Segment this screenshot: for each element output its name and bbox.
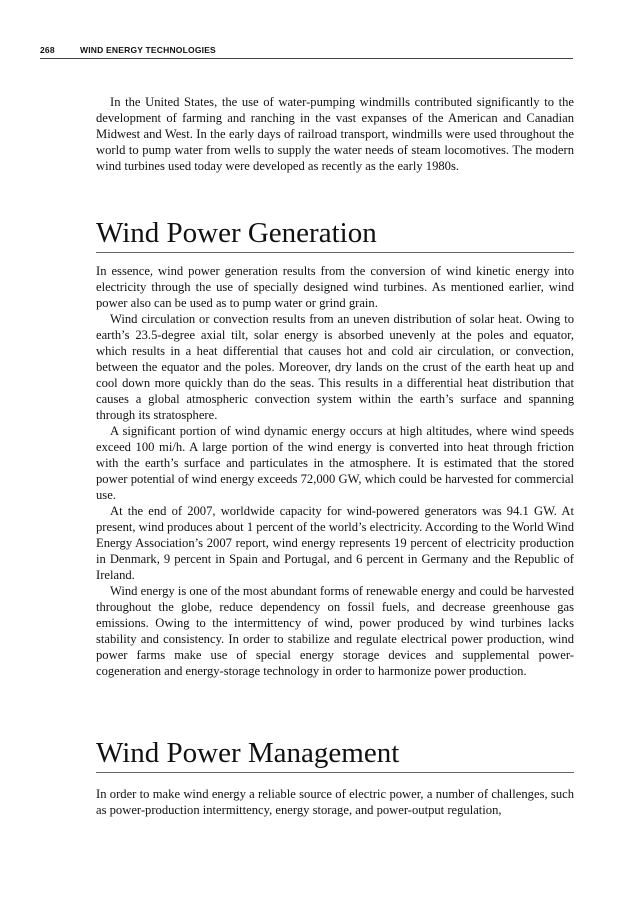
intro-paragraph: In the United States, the use of water-pumping windmills contributed significantly to the development of farming and ranching in the vast expanses of the American and Canadian Midwest and West. In the early days of railroad transport, windmills were used throughout the world to pump water from wells to supply the water needs of steam locomotives. The modern wind turbines used today were developed as recently as the early 1980s. bbox=[96, 95, 574, 173]
generation-paragraph-2: Wind circulation or convection results from an uneven distribution of solar heat. Owing to earth’s 23.5-degree axial tilt, solar energy is absorbed unevenly at the poles and equator, which results in a heat differential that causes hot and cold air circulation, or convection, between the equator and the poles. Moreover, dry lands on the crust of the earth heat up and cool down more quickly than do the seas. This results in a differential heat distribution that causes a global atmospheric convection system within the earth’s surface and spanning through its stratosphere. bbox=[96, 312, 574, 422]
section-heading-wind-power-generation: Wind Power Generation bbox=[96, 216, 574, 253]
running-head bbox=[40, 44, 573, 59]
generation-paragraph-4: At the end of 2007, worldwide capacity for wind-powered generators was 94.1 GW. At present, wind produces about 1 percent of the world’s electricity. According to the World Wind Energy Association’s 2007 report, wind energy represents 19 percent of electricity production in Denmark, 9 percent in Spain and Portugal, and 6 percent in Germany and the Republic of Ireland. bbox=[96, 504, 574, 582]
intro-block bbox=[96, 94, 574, 174]
generation-paragraph-5: Wind energy is one of the most abundant forms of renewable energy and could be harvested throughout the globe, reduce dependency on fossil fuels, and decrease greenhouse gas emissions. Owing to the intermittency of wind, power produced by wind turbines lacks stability and consistency. In order to stabilize and regulate electrical power production, wind power farms make use of special energy storage devices and supplemental power-cogeneration and energy-storage technology in order to harmonize power production. bbox=[96, 584, 574, 678]
page-number: 268 bbox=[40, 45, 55, 55]
management-paragraph-1: In order to make wind energy a reliable source of electric power, a number of challenges, such as power-production intermittency, energy storage, and power-output regulation, bbox=[96, 787, 574, 817]
management-body bbox=[96, 786, 574, 818]
generation-paragraph-3: A significant portion of wind dynamic energy occurs at high altitudes, where wind speeds exceed 100 mi/h. A large portion of the wind energy is converted into heat through friction with the earth’s surface and particulates in the atmosphere. It is estimated that the stored power potential of wind energy exceeds 72,000 GW, which could be harvested for commercial use. bbox=[96, 424, 574, 502]
running-head-title: WIND ENERGY TECHNOLOGIES bbox=[80, 45, 216, 55]
section-heading-wind-power-management: Wind Power Management bbox=[96, 736, 574, 773]
generation-paragraph-1: In essence, wind power generation results from the conversion of wind kinetic energy into electricity through the use of specially designed wind turbines. As mentioned earlier, wind power also can be used as to pump water or grind grain. bbox=[96, 264, 574, 310]
generation-body bbox=[96, 263, 574, 679]
